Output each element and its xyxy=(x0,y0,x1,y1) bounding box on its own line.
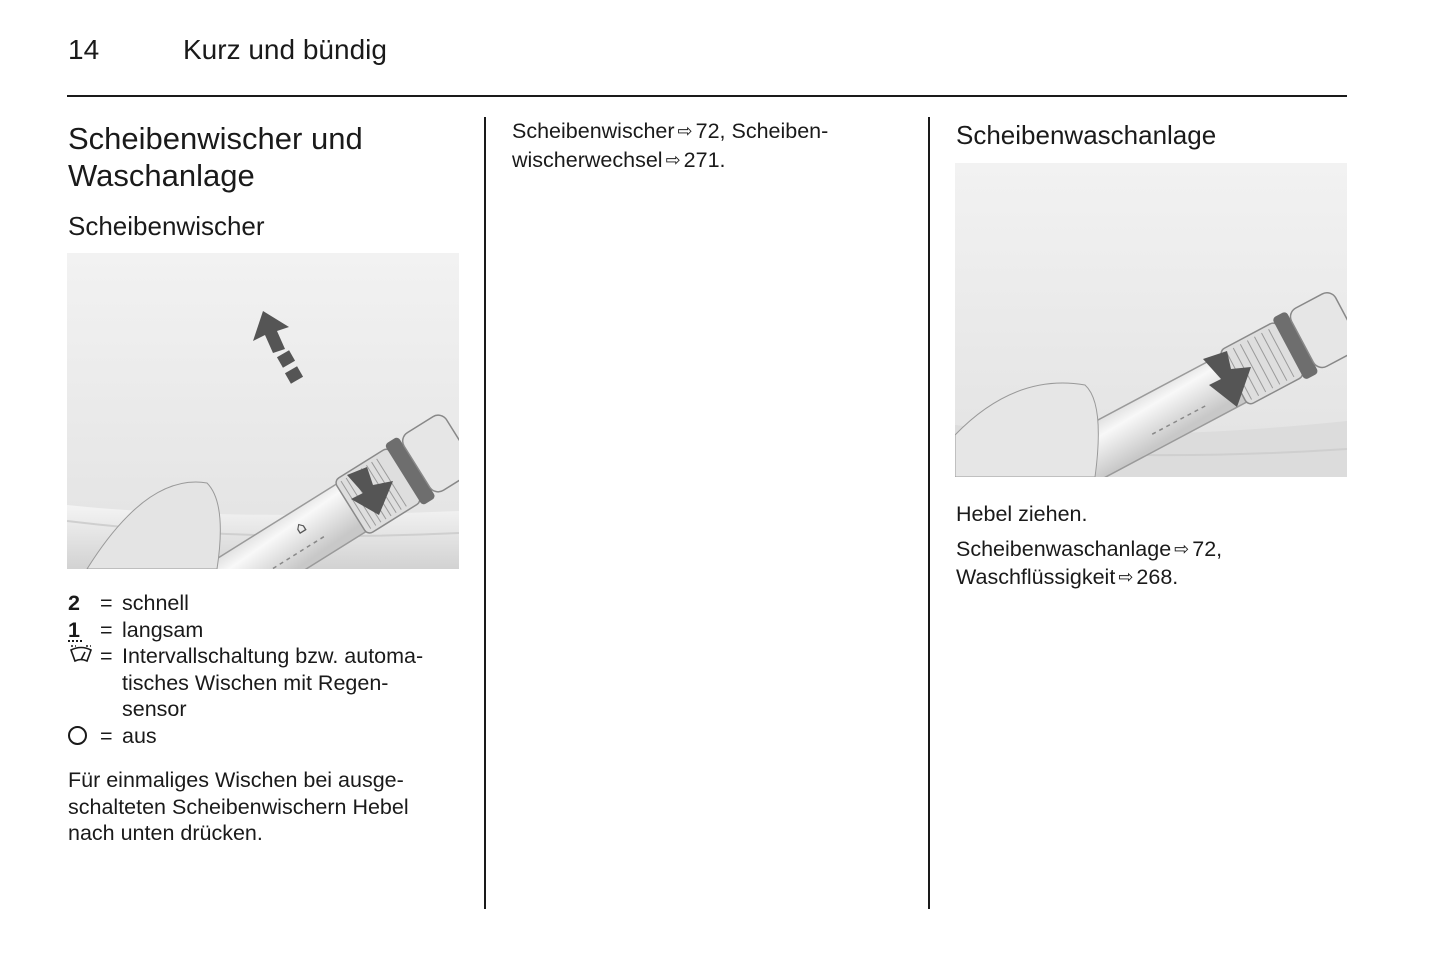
legend-text-line: Intervallschaltung bzw. automa- xyxy=(122,644,424,668)
column-divider-1 xyxy=(484,117,486,909)
legend-equals: = xyxy=(100,723,113,748)
subsection-title-wiper: Scheibenwischer xyxy=(68,211,265,241)
legend-equals: = xyxy=(100,617,113,642)
note-line: schalteten Scheibenwischern Hebel xyxy=(68,794,409,819)
ref-text: wischerwechsel xyxy=(512,147,663,172)
ref-page[interactable]: 72, xyxy=(1192,536,1223,561)
column-middle xyxy=(512,117,912,175)
note-line: nach unten drücken. xyxy=(68,821,263,845)
reference-arrow-icon: ⇨ xyxy=(1118,567,1134,588)
header-rule xyxy=(67,95,1347,97)
ref-text: Scheibenwaschanlage xyxy=(956,536,1172,561)
section-title xyxy=(68,120,460,194)
ref-page[interactable]: 72, Scheiben- xyxy=(695,119,829,143)
single-wipe-note xyxy=(68,767,460,847)
reference-arrow-icon: ⇨ xyxy=(1174,538,1190,560)
ref-text: Waschflüssigkeit xyxy=(956,565,1116,589)
legend-row xyxy=(68,590,423,617)
washer-lever-illustration xyxy=(955,163,1347,477)
reference-arrow-icon: ⇨ xyxy=(665,149,681,171)
wiper-lever-illustration xyxy=(67,253,459,569)
legend-row xyxy=(68,723,423,752)
column-right xyxy=(956,117,1348,593)
legend-symbol: 2 xyxy=(68,591,80,615)
section-title-line2: Waschanlage xyxy=(68,158,255,193)
interval-wiper-icon xyxy=(68,643,94,665)
ref-page[interactable]: 271. xyxy=(683,147,726,172)
off-ring-icon xyxy=(68,726,87,745)
subsection-title-washer: Scheibenwaschanlage xyxy=(956,120,1217,150)
page-number: 14 xyxy=(68,34,100,65)
chapter-title: Kurz und bündig xyxy=(183,34,387,65)
legend-text: schnell xyxy=(122,591,189,615)
legend-text-line: sensor xyxy=(122,697,187,721)
svg-text:⌂: ⌂ xyxy=(291,516,310,538)
ref-text: Scheibenwischer xyxy=(512,119,675,143)
section-title-line1: Scheibenwischer und xyxy=(68,121,363,156)
wiper-legend xyxy=(68,590,423,751)
legend-text-line: tisches Wischen mit Regen- xyxy=(122,670,389,695)
washer-instruction: Hebel ziehen. xyxy=(956,502,1088,526)
legend-symbol: 1 xyxy=(68,617,80,642)
legend-equals: = xyxy=(100,591,113,615)
legend-row xyxy=(68,643,423,723)
reference-arrow-icon: ⇨ xyxy=(677,121,693,142)
legend-text: langsam xyxy=(122,617,204,642)
legend-text xyxy=(122,643,423,723)
washer-references xyxy=(956,536,1348,593)
legend-row xyxy=(68,617,423,644)
note-line: Für einmaliges Wischen bei ausge- xyxy=(68,768,404,792)
legend-equals: = xyxy=(100,644,113,668)
wiper-references xyxy=(512,118,912,175)
column-left xyxy=(68,117,460,847)
column-divider-2 xyxy=(928,117,930,909)
legend-text: aus xyxy=(122,723,157,748)
ref-page[interactable]: 268. xyxy=(1136,565,1179,589)
